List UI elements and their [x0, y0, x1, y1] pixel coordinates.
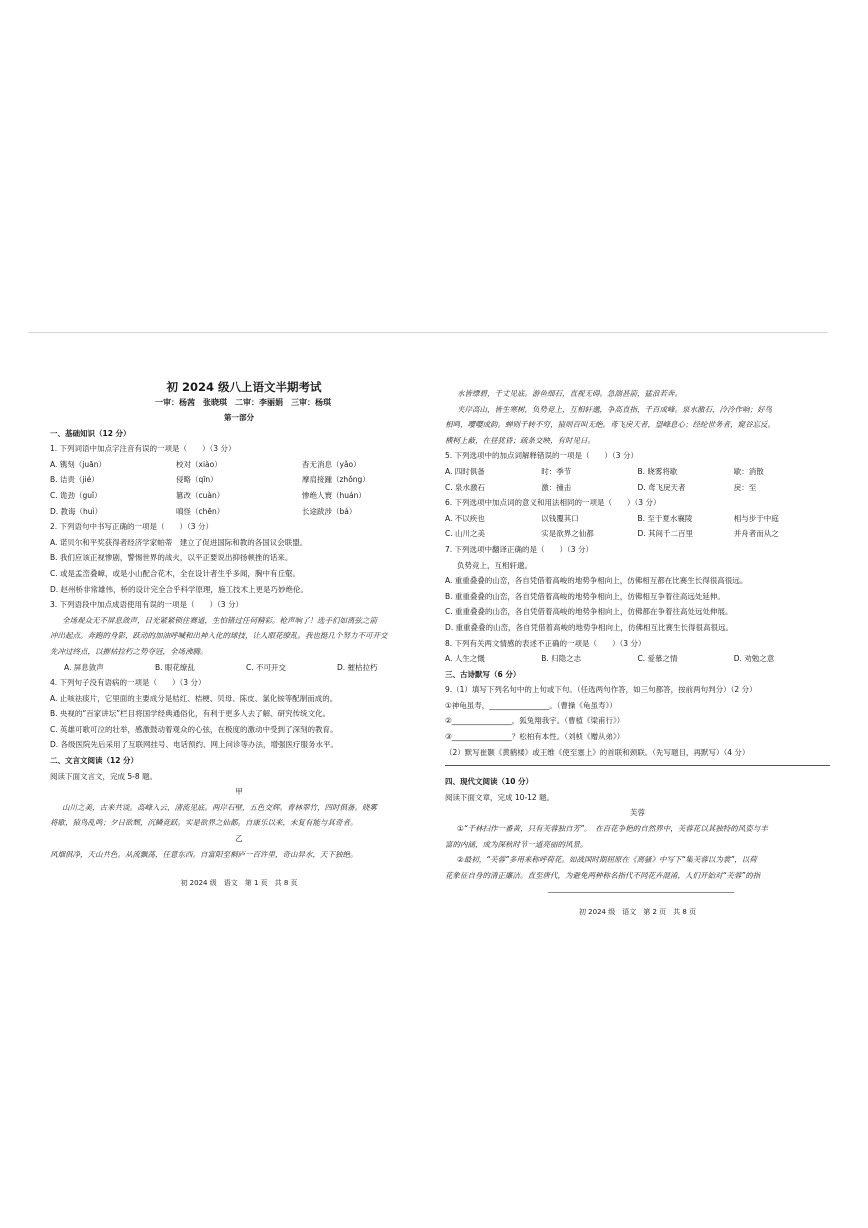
- question-1: 1. 下列词语中加点字注音有误的一项是（ ）（3 分）: [50, 444, 236, 454]
- question-3: 3. 下列语段中加点成语使用有误的一项是（ ）（3 分）: [50, 600, 243, 610]
- answer-line: [445, 765, 830, 766]
- passage-line: 夹岸高山，皆生寒树，负势竞上，互相轩邈，争高直指，千百成峰。泉水激石，泠泠作响；好鸟: [457, 404, 772, 414]
- q2-option-c: C. 或是孟峦叠嶂，或是小山配合花木，全在设计者生乎多闻，胸中有丘壑。: [50, 568, 301, 578]
- q6-options-ab: A. 不以疾也 以钱覆其口 B. 至于夏水襄陵 相与步于中庭: [445, 513, 779, 523]
- q3-passage-line: 全场观众无不屏息敛声，目光紧紧锁住赛道，生怕错过任何精彩。枪声响了！选手们如离弦之箭: [62, 615, 377, 625]
- question-8: 8. 下列有关两文情感的表述不正确的一项是（ ）（3 分）: [445, 638, 646, 648]
- q9-part-2: （2）默写崔颢《黄鹤楼》或王维《使至塞上》的首联和颈联。（先写题目，再默写）（4 分）: [445, 747, 750, 757]
- question-2: 2. 下列语句中书写正确的一项是（ ）（3 分）: [50, 522, 213, 532]
- page-footer: 初 2024 级 语文 第 1 页 共 8 页: [180, 879, 298, 888]
- q5-options-cd: C. 泉水激石 激：撞击 D. 鸢飞戾天者 戾：至: [445, 482, 757, 492]
- q7-option-a: A. 重重叠叠的山峦，各自凭借着高峻的地势争相向上，仿佛相互都在比赛生长得很高很远。: [445, 576, 748, 586]
- q1-option-a: A. 镌刻（juān） 校对（xiào） 杳无消息（yǎo）: [50, 459, 361, 469]
- question-9: 9.（1）填写下列名句中的上句或下句。（任选两句作答，如三句都答，按前两句判分）（2 分）: [445, 685, 757, 695]
- q3-passage-line: 冲出起点。奔跑的身影，跃动的加油呼喊和出神入化的球技，让人眼花缭乱。我也挺几个努力不可开交: [50, 631, 388, 641]
- section-heading: 三、古诗默写（6 分）: [445, 669, 521, 679]
- essay-line: 富的内涵，成为深秋时节一道亮丽的风景。: [445, 839, 588, 849]
- reading-intro: 阅读下面文言文，完成 5-8 题。: [50, 771, 158, 781]
- reading-intro: 阅读下面文章，完成 10-12 题。: [445, 792, 555, 802]
- question-6: 6. 下列选项中加点词的意义和用法相同的一项是（ ）（3 分）: [445, 498, 661, 508]
- q6-options-cd: C. 山川之美 实是欲界之仙都 D. 其间千二百里 并舟者而从之: [445, 529, 779, 539]
- q7-source-sentence: 负势竞上，互相轩邈。: [457, 560, 532, 570]
- exam-page-2: [445, 386, 830, 921]
- exam-page-1: [50, 378, 428, 892]
- exam-title: 初 2024 级八上语文半期考试: [166, 380, 322, 394]
- text-label-jia: 甲: [235, 787, 243, 797]
- essay-line: ①“千林扫作一番黄，只有芙蓉独自芳”。 在百花争艳的自然界中，芙蓉花以其独特的风姿与丰: [457, 824, 768, 834]
- essay-line: ②最初，“芙蓉”多用来称呼荷花。如战国时期屈原在《离骚》中写下“集芙蓉以为裳”，以荷: [457, 855, 757, 865]
- scan-top-edge: [28, 332, 828, 333]
- q4-option-a: A. 止咳祛痰片，它里面的主要成分是桔红、桔梗、贝母、陈皮、氯化铵等配制而成的。: [50, 693, 338, 703]
- q9-blank-2: ②________________，狐兔翔我宇。（曹植《梁甫行》）: [445, 716, 625, 726]
- passage-line: 横柯上蔽，在昼犹昏；疏条交映，有时见日。: [445, 435, 595, 445]
- section-heading: 一、基础知识（12 分）: [50, 428, 131, 438]
- scan-bottom-mark: [548, 892, 734, 893]
- q5-options-ab: A. 四时俱备 时：季节 B. 晓雾将歇 歇：消散: [445, 466, 764, 476]
- essay-title: 芙蓉: [630, 808, 645, 818]
- q3-options: A. 屏息敛声 B. 眼花缭乱 C. 不可开交 D. 摧枯拉朽: [64, 662, 378, 672]
- q7-option-c: C. 重重叠叠的山峦，各自凭借着高峻的地势争相向上，仿佛都在争着往高处远处伸展。: [445, 607, 733, 617]
- q4-option-b: B. 央视的“百家讲坛”栏目将国学经典通俗化，有利于更多人去了解、研究传统文化。: [50, 709, 331, 719]
- passage-line: 水皆缥碧，千丈见底。游鱼细石，直视无碍。急湍甚箭，猛浪若奔。: [457, 389, 682, 398]
- passage-line: 将歇，猿鸟乱鸣；夕日欲颓，沉鳞竞跃。实是欲界之仙都。自康乐以来，未复有能与其奇者。: [50, 818, 358, 828]
- q9-blank-1: ①神龟虽寿，________________。（曹操《龟虽寿》）: [445, 700, 617, 710]
- page-footer: 初 2024 级 语文 第 2 页 共 8 页: [578, 908, 697, 917]
- q1-option-d: D. 教诲（huì） 嗔怪（chēn） 长途跋涉（bá）: [50, 506, 357, 516]
- text-label-yi: 乙: [235, 834, 243, 844]
- q7-option-d: D. 重重叠叠的山峦，各自凭借着高峻的地势争相向上，仿佛相互比赛生长得很高很远。: [445, 622, 734, 632]
- q2-option-b: B. 我们应该正视惨剧，警惕世界的战火，以平正要说出抑扬顿挫的话来。: [50, 553, 293, 563]
- editors-line: 一审：杨茜 张晓琪 二审：李丽娟 三审：杨琪: [155, 398, 331, 407]
- q1-option-b: B. 诘责（jié） 侵略（qīn） 摩肩接踵（zhǒng）: [50, 475, 370, 485]
- q8-options: A. 人生之慨 B. 归隐之志 C. 爱慕之情 D. 劝勉之意: [445, 654, 775, 664]
- section-heading: 二、文言文阅读（12 分）: [50, 756, 139, 766]
- q4-option-d: D. 各级医院先后采用了互联网挂号、电话预约、网上问诊等办法，增强医疗服务水平。: [50, 740, 339, 750]
- passage-line: 风烟俱净，天山共色。从流飘荡，任意东西。自富阳至桐庐一百许里，奇山异水，天下独绝。: [50, 849, 358, 859]
- essay-line: 花象征自身的清正廉洁。直至唐代，为避免两种称名指代不同花卉混淆，人们开始对“芙蓉”的指: [445, 870, 761, 880]
- passage-line: 山川之美，古来共谈。高峰入云，清流见底。两岸石壁，五色交辉。青林翠竹，四时俱备。晓雾: [62, 802, 377, 812]
- question-4: 4. 下列句子没有语病的一项是（ ）（3 分）: [50, 678, 206, 688]
- section-heading: 四、现代文阅读（10 分）: [445, 777, 534, 787]
- q2-option-a: A. 诺贝尔和平奖获得者经济学家帕蒂 建立了促进国际和教的各国议会联盟。: [50, 537, 308, 547]
- part-heading: 第一部分: [224, 413, 254, 422]
- q4-option-c: C. 英雄可歌可泣的壮举，感激鼓动着观众的心弦，在极度的激动中受到了深刻的教育。: [50, 724, 338, 734]
- passage-line: 相鸣，嘤嘤成韵。蝉则千转不穷，猿则百叫无绝。鸢飞戾天者，望峰息心；经纶世务者，窥谷忘反。: [445, 420, 775, 430]
- q7-option-b: B. 重重叠叠的山峦，各自凭借着高峻的地势争相向上，仿佛相互争着往高远处延伸。: [445, 591, 725, 601]
- question-5: 5. 下列选项中的加点词解释错误的一项是（ ）（3 分）: [445, 451, 638, 461]
- q1-option-c: C. 诡劲（guǐ） 篡改（cuàn） 惨绝人寰（huán）: [50, 490, 366, 500]
- q3-passage-line: 先冲过终点，以摧枯拉朽之势夺冠，全场沸腾。: [50, 646, 208, 656]
- question-7: 7. 下列选项中翻译正确的是（ ）（3 分）: [445, 544, 593, 554]
- q2-option-d: D. 赵州桥非常雄伟，桥的设计完全合乎科学原理，施工技术上更是巧妙绝伦。: [50, 584, 309, 594]
- q9-blank-3: ③________________？松柏有本性。（刘桢《赠从弟》）: [445, 732, 625, 742]
